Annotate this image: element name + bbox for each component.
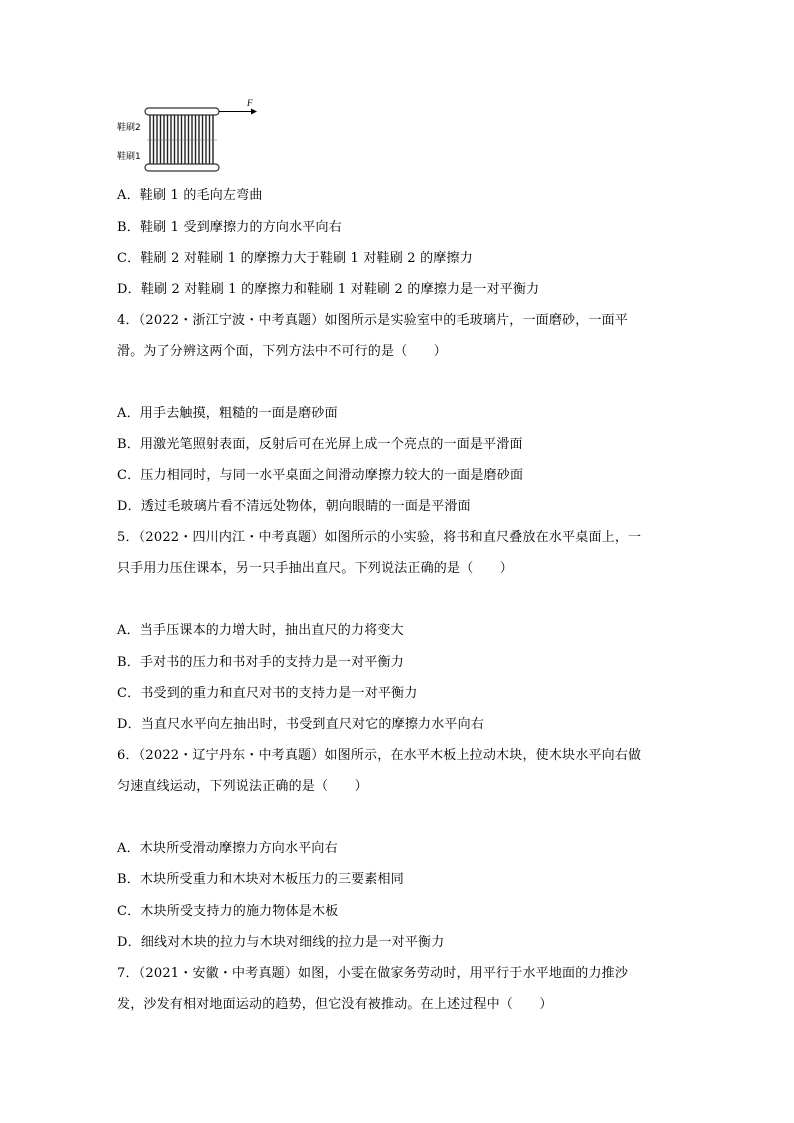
- shoe-brush-figure: [117, 98, 267, 178]
- q5-option-a: A．当手压课本的力增大时，抽出直尺的力将变大: [117, 623, 404, 638]
- q5-option-b: B．手对书的压力和书对手的支持力是一对平衡力: [117, 655, 404, 670]
- q4-stem-line1: 4．（2022・浙江宁波・中考真题）如图所示是实验室中的毛玻璃片，一面磨砂，一面平: [117, 313, 629, 328]
- q4-option-a: A．用手去触摸，粗糙的一面是磨砂面: [117, 406, 338, 421]
- q6-stem-line1: 6．（2022・辽宁丹东・中考真题）如图所示，在水平木板上拉动木块，使木块水平向右做: [117, 748, 642, 763]
- q6-stem-line2: 匀速直线运动，下列说法正确的是（ ）: [117, 779, 368, 794]
- brush-bristles: [150, 115, 213, 164]
- brush2-label: 鞋刷2: [117, 123, 141, 133]
- force-label: F: [247, 98, 253, 108]
- q3-option-d: D．鞋刷 2 对鞋刷 1 的摩擦力和鞋刷 1 对鞋刷 2 的摩擦力是一对平衡力: [117, 282, 540, 297]
- brush2-board: [145, 108, 219, 115]
- q6-option-c: C．木块所受支持力的施力物体是木板: [117, 904, 339, 919]
- q4-option-d: D．透过毛玻璃片看不清远处物体，朝向眼睛的一面是平滑面: [117, 499, 471, 514]
- force-arrow-head: [251, 109, 257, 115]
- q3-option-b: B．鞋刷 1 受到摩擦力的方向水平向右: [117, 220, 342, 235]
- q6-option-b: B．木块所受重力和木块对木板压力的三要素相同: [117, 872, 404, 887]
- q6-option-d: D．细线对木块的拉力与木块对细线的拉力是一对平衡力: [117, 935, 445, 950]
- brush1-label: 鞋刷1: [117, 152, 141, 162]
- q5-stem-line2: 只手用力压住课本，另一只手抽出直尺。下列说法正确的是（ ）: [117, 561, 514, 576]
- q7-stem-line1: 7．（2021・安徽・中考真题）如图，小雯在做家务劳动时，用平行于水平地面的力推沙: [117, 966, 629, 981]
- q7-stem-line2: 发，沙发有相对地面运动的趋势，但它没有被推动。在上述过程中（ ）: [117, 997, 553, 1012]
- q5-stem-line1: 5．（2022・四川内江・中考真题）如图所示的小实验，将书和直尺叠放在水平桌面上，一: [117, 530, 642, 545]
- q5-option-c: C．书受到的重力和直尺对书的支持力是一对平衡力: [117, 686, 418, 701]
- q4-option-b: B．用激光笔照射表面，反射后可在光屏上成一个亮点的一面是平滑面: [117, 437, 523, 452]
- q4-option-c: C．压力相同时，与同一水平桌面之间滑动摩擦力较大的一面是磨砂面: [117, 468, 524, 483]
- brush1-board: [145, 164, 219, 171]
- q5-option-d: D．当直尺水平向左抽出时，书受到直尺对它的摩擦力水平向右: [117, 717, 485, 732]
- q4-stem-line2: 滑。为了分辨这两个面，下列方法中不可行的是（ ）: [117, 344, 448, 359]
- q6-option-a: A．木块所受滑动摩擦力方向水平向右: [117, 841, 338, 856]
- q3-option-a: A．鞋刷 1 的毛向左弯曲: [117, 188, 263, 203]
- q3-option-c: C．鞋刷 2 对鞋刷 1 的摩擦力大于鞋刷 1 对鞋刷 2 的摩擦力: [117, 251, 473, 266]
